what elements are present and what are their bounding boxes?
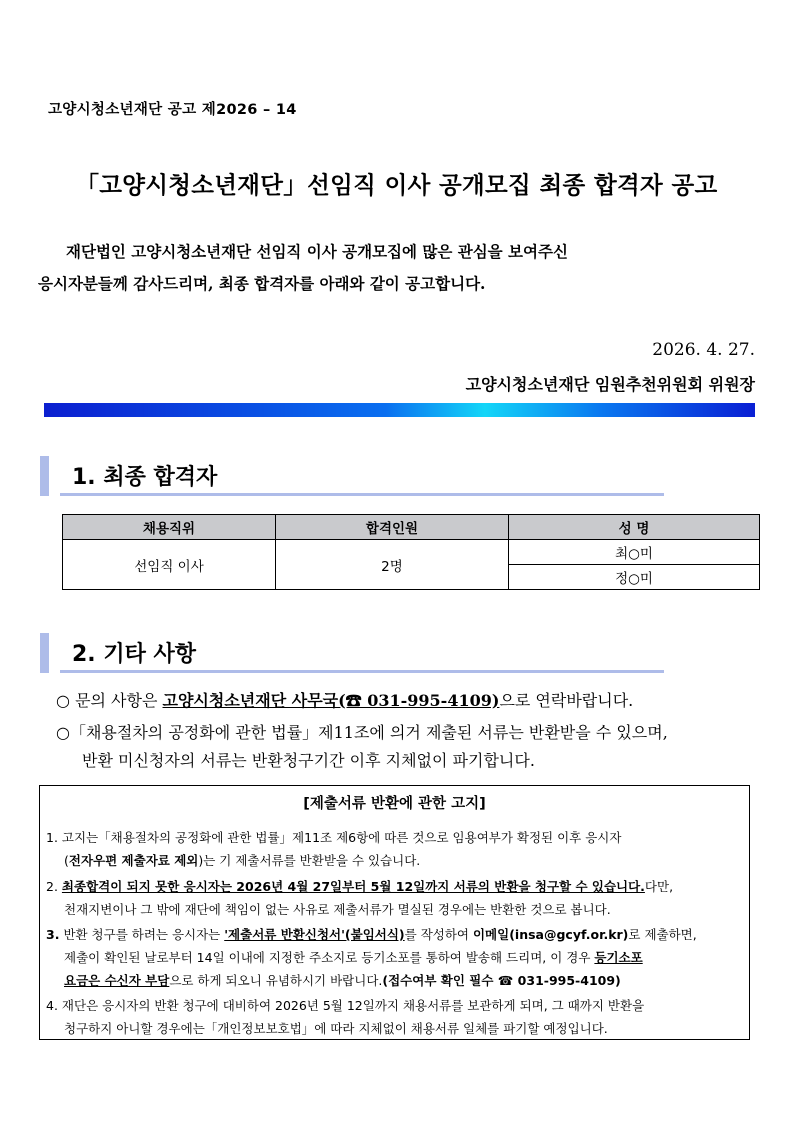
item-text-continued: 청구하지 아니할 경우에는「개인정보보호법」에 따라 지체없이 채용서류 일체를 파기할 예정입니다. <box>64 1021 608 1036</box>
issuer: 고양시청소년재단 임원추천위원회 위원장 <box>465 375 755 394</box>
item-text-continued: (전자우편 제출자료 제외)는 기 제출서류를 반환받을 수 있습니다. <box>64 853 421 868</box>
gradient-divider <box>44 403 755 417</box>
intro-line-1: 재단법인 고양시청소년재단 선임직 이사 공개모집에 많은 관심을 보여주신 <box>66 242 568 261</box>
notice-item-2: 2. 최종합격이 되지 못한 응시자는 2026년 4월 27일부터 5월 12일까지 서류의 반환을 청구할 수 있습니다.다만, 천재지변이나 그 밖에 재단에 책임이 없는 사유로 제출서류가 멸실된 경우에는 반환한 것으로 봅니다. <box>46 875 673 921</box>
item-text: 재단은 응시자의 반환 청구에 대비하여 2026년 5월 12일까지 채용서류를 보관하게 되며, 그 때까지 반환을 <box>61 998 645 1013</box>
notice-box <box>39 785 750 1040</box>
item-text-continued: 제출이 확인된 날로부터 14일 이내에 지정한 주소지로 등기소포를 통하여 발송해 드리며, 이 경우 등기소포 <box>64 950 643 965</box>
item-number: 2. <box>46 879 58 894</box>
table-header: 성 명 <box>509 515 760 540</box>
item-text-continued: 천재지변이나 그 밖에 재단에 책임이 없는 사유로 제출서류가 멸실된 경우에는 반환한 것으로 봅니다. <box>64 902 611 917</box>
bullet-text: 문의 사항은 <box>75 691 163 710</box>
table-row <box>63 540 760 565</box>
table-header: 채용직위 <box>63 515 276 540</box>
section-heading-1 <box>40 456 664 496</box>
notice-item-4 <box>46 994 644 1040</box>
bullet-text: 「채용절차의 공정화에 관한 법률」제11조에 의거 제출된 서류는 반환받을 수 있으며, <box>69 723 668 742</box>
section-marker <box>40 456 49 496</box>
name-cell: 정○미 <box>509 565 760 590</box>
bullet-marker: ○ <box>56 723 70 742</box>
section-title: 2. 기타 사항 <box>72 642 196 667</box>
notice-item-3: 3. 반환 청구를 하려는 응시자는 '제출서류 반환신청서'(붙임서식)를 작성하여 이메일(insa@gcyf.or.kr)로 제출하면, 제출이 확인된 날로부터 14일 이내에 지정한 주소지로 등기소포를 통하여 발송해 드리며, 이 경우 등기소포 요금은 수신자 부담으로 하게 되오니 유념하시기 바랍니다.(접수여부 확인 필수 ☎ 031-995-4109) <box>46 923 697 992</box>
bullet-marker: ○ <box>56 691 70 710</box>
section-marker <box>40 633 49 673</box>
intro-paragraph <box>38 236 758 300</box>
bullet-text: 으로 연락바랍니다. <box>499 691 634 710</box>
count-cell: 2명 <box>276 540 509 590</box>
item-number: 3. <box>46 927 60 942</box>
name-cell: 최○미 <box>509 540 760 565</box>
notice-item-1 <box>46 826 621 872</box>
section-underline <box>60 493 664 496</box>
result-table <box>62 514 760 590</box>
intro-line-2: 응시자분들께 감사드리며, 최종 합격자를 아래와 같이 공고합니다. <box>38 274 486 293</box>
table-header-row <box>63 515 760 540</box>
section-underline <box>60 670 664 673</box>
form-name: '제출서류 반환신청서'(붙임서식) <box>224 927 405 942</box>
table-header: 합격인원 <box>276 515 509 540</box>
position-cell: 선임직 이사 <box>63 540 276 590</box>
item-text: 고지는「채용절차의 공정화에 관한 법률」제11조 제6항에 따른 것으로 임용여부가 확정된 이후 응시자 <box>61 830 622 845</box>
item-number: 4. <box>46 998 58 1013</box>
section-title: 1. 최종 합격자 <box>72 465 218 490</box>
section-heading-2 <box>40 633 664 673</box>
notice-date: 2026. 4. 27. <box>652 340 755 360</box>
item-text: 최종합격이 되지 못한 응시자는 2026년 4월 27일부터 5월 12일까지 서류의 반환을 청구할 수 있습니다. <box>61 879 645 894</box>
email-address: 이메일(insa@gcyf.or.kr) <box>472 927 629 942</box>
notice-number: 고양시청소년재단 공고 제2026 – 14 <box>48 102 297 118</box>
item-number: 1. <box>46 830 58 845</box>
page-title: 「고양시청소년재단」선임직 이사 공개모집 최종 합격자 공고 <box>75 171 718 199</box>
bullet-documents-continued: 반환 미신청자의 서류는 반환청구기간 이후 지체없이 파기합니다. <box>82 751 535 770</box>
bullet-documents <box>56 720 668 743</box>
contact-info: 고양시청소년재단 사무국(☎ 031-995-4109) <box>162 691 500 710</box>
item-text-continued: 요금은 수신자 부담으로 하게 되오니 유념하시기 바랍니다.(접수여부 확인 필수 ☎ 031-995-4109) <box>64 973 621 988</box>
notice-box-title: [제출서류 반환에 관한 고지] <box>303 796 486 812</box>
bullet-contact <box>56 688 633 711</box>
